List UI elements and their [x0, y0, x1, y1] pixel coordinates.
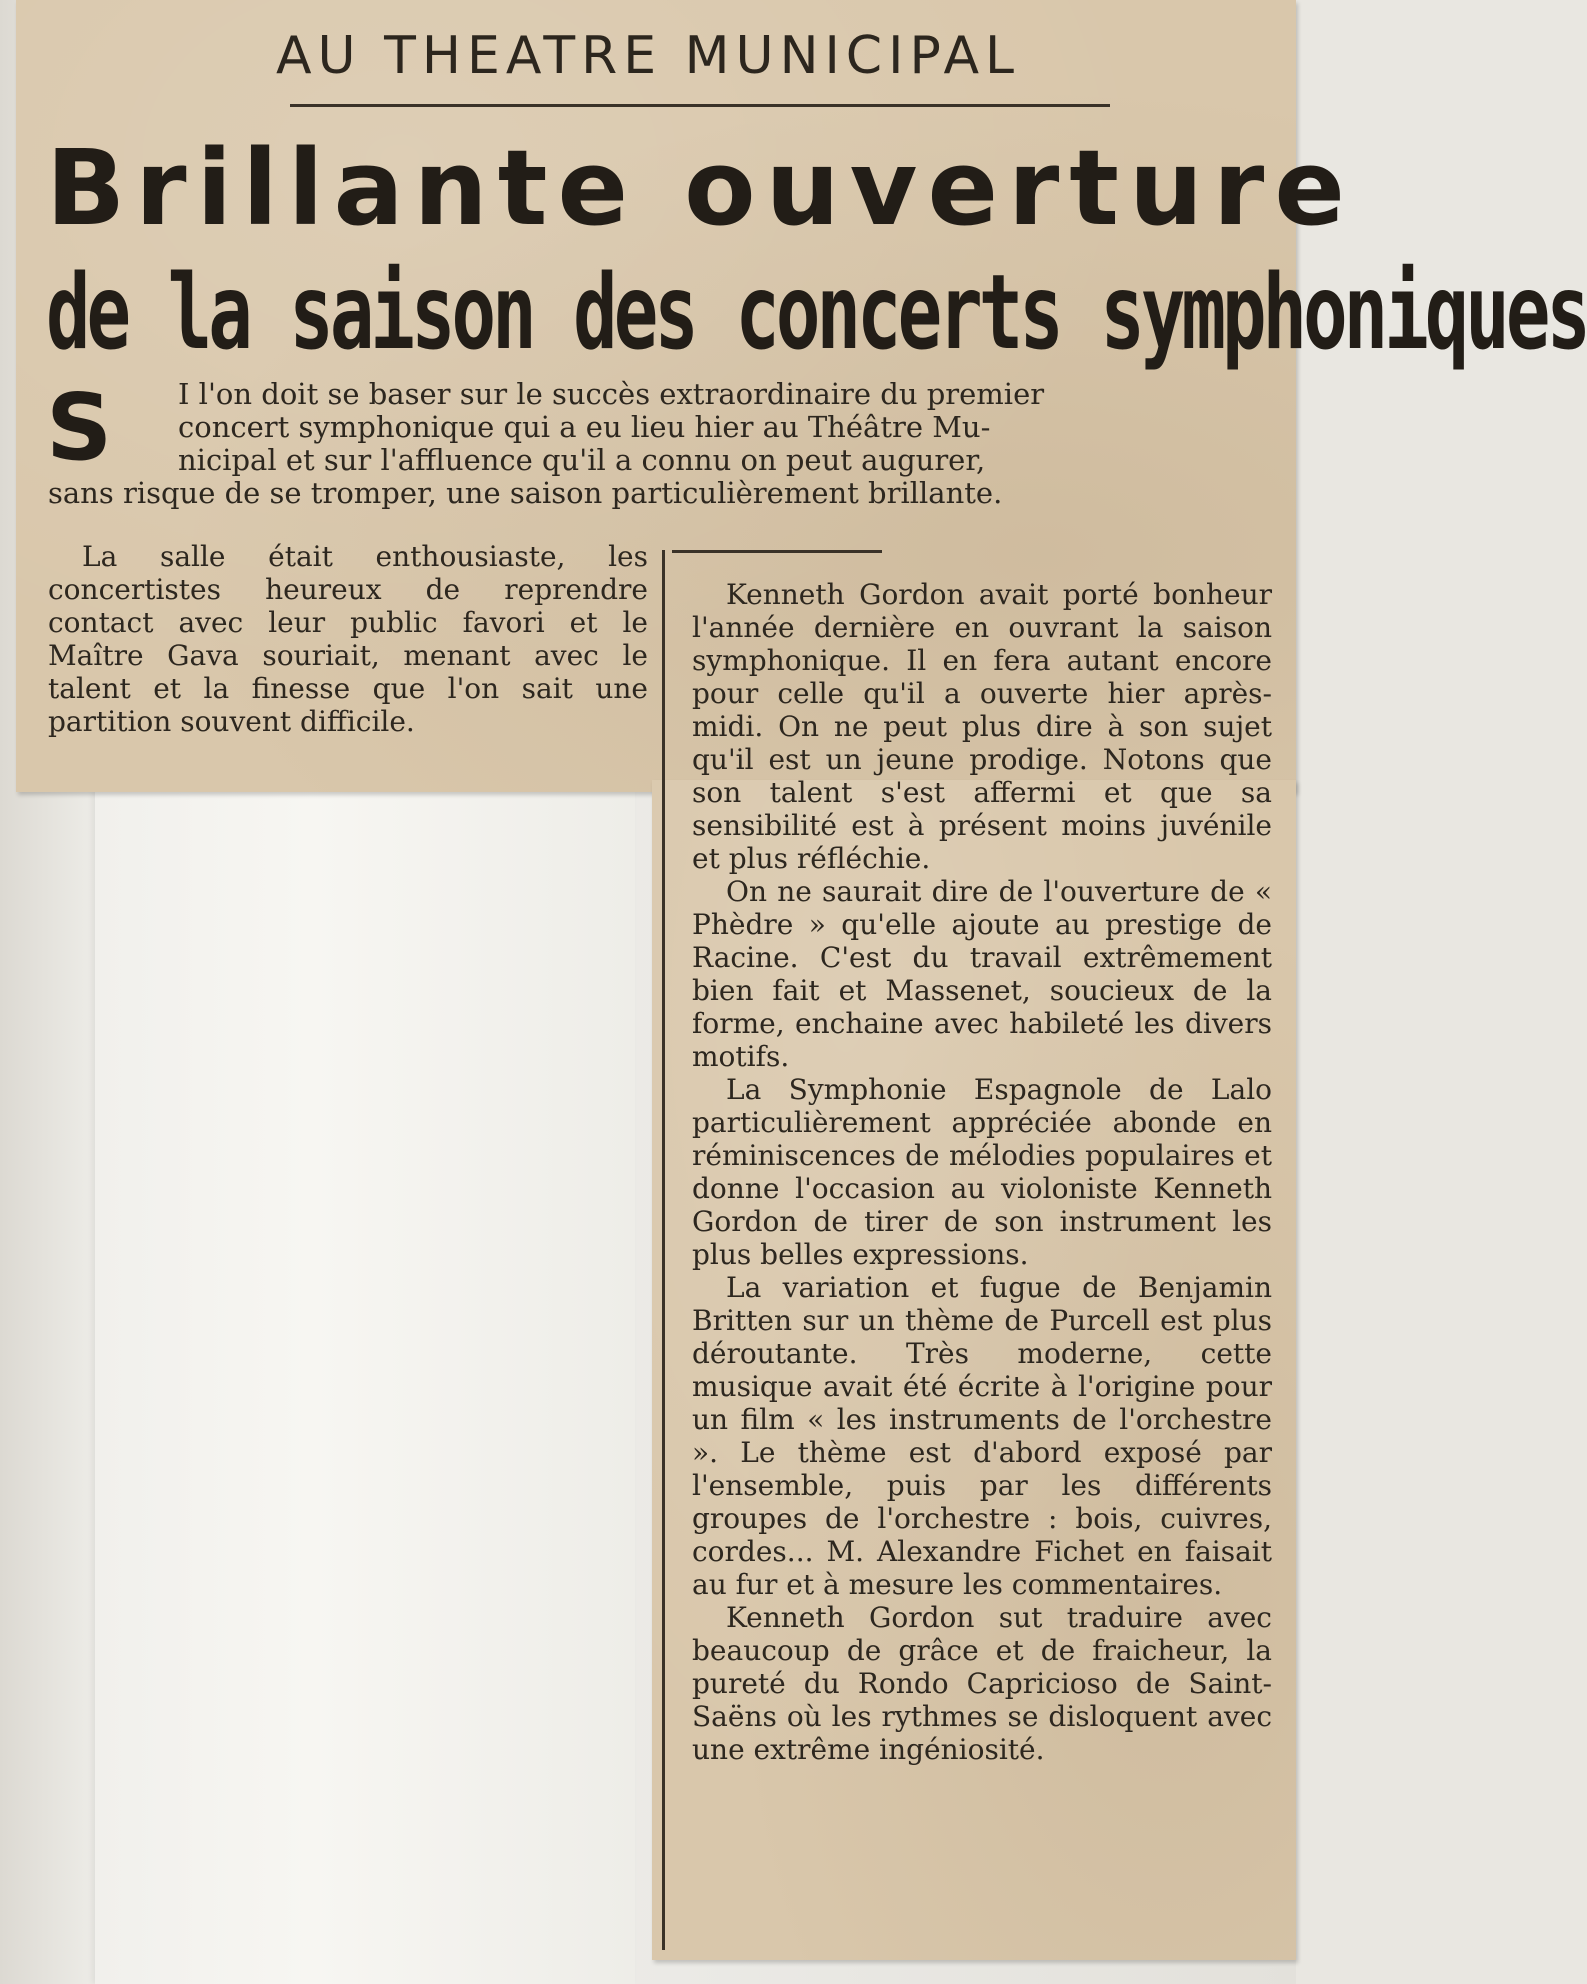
column-top-rule — [672, 550, 882, 553]
paragraph: Kenneth Gordon sut traduire avec beaucoup de grâce et de fraicheur, la pureté du Rondo Capricioso de Saint-Saëns où les rythmes se disloquent avec une extrême ingéniosité. — [692, 1601, 1272, 1766]
lead-line: sans risque de se tromper, une saison particulièrement brillante. — [48, 476, 1003, 510]
lead-line: concert symphonique qui a eu lieu hier au Théâtre Mu- — [178, 410, 991, 444]
paragraph: La salle était enthousiaste, les concertistes heureux de reprendre contact avec leur public favori et le Maître Gava souriait, menant avec le talent et la finesse que l'on sait une partition souvent difficile. — [48, 540, 648, 738]
right-column — [692, 578, 1272, 1766]
headline-line-2: de la saison des concerts symphoniques — [46, 253, 1587, 374]
paragraph: La variation et fugue de Benjamin Britten sur un thème de Purcell est plus déroutante. Très moderne, cette musique avait été écrite à l'origine pour un film « les instruments de l'orchestre ». Le thème est d'abord exposé par l'ensemble, puis par les différents groupes de l'orchestre : bois, cuivres, cordes... M. Alexandre Fichet en faisait au fur et à mesure les commentaires. — [692, 1271, 1272, 1601]
paragraph: On ne saurait dire de l'ouverture de « Phèdre » qu'elle ajoute au prestige de Racine. C'est du travail extrêmement bien fait et Massenet, soucieux de la forme, enchaine avec habileté les divers motifs. — [692, 875, 1272, 1073]
lead-line: nicipal et sur l'affluence qu'il a connu on peut augurer, — [178, 443, 986, 477]
lead-paragraph — [46, 374, 1272, 510]
lead-line: I l'on doit se baser sur le succès extraordinaire du premier — [178, 377, 1045, 411]
section-label: AU THEATRE MUNICIPAL — [275, 26, 1021, 86]
paragraph: Kenneth Gordon avait porté bonheur l'année dernière en ouvrant la saison symphonique. Il en fera autant encore pour celle qu'il a ouverte hier après-midi. On ne peut plus dire à son sujet qu'il est un jeune prodige. Notons que son talent s'est affermi et que sa sensibilité est à présent moins juvénile et plus réfléchie. — [692, 578, 1272, 875]
backing-sheet-panel — [95, 790, 635, 1984]
column-divider — [662, 550, 665, 1950]
left-column — [48, 540, 648, 738]
section-label-rule — [290, 104, 1110, 107]
paragraph: La Symphonie Espagnole de Lalo particulièrement appréciée abonde en réminiscences de mélodies populaires et donne l'occasion au violoniste Kenneth Gordon de tirer de son instrument les plus belles expressions. — [692, 1073, 1272, 1271]
headline-line-1: Brillante ouverture — [46, 127, 1355, 249]
drop-cap: S — [46, 374, 113, 481]
